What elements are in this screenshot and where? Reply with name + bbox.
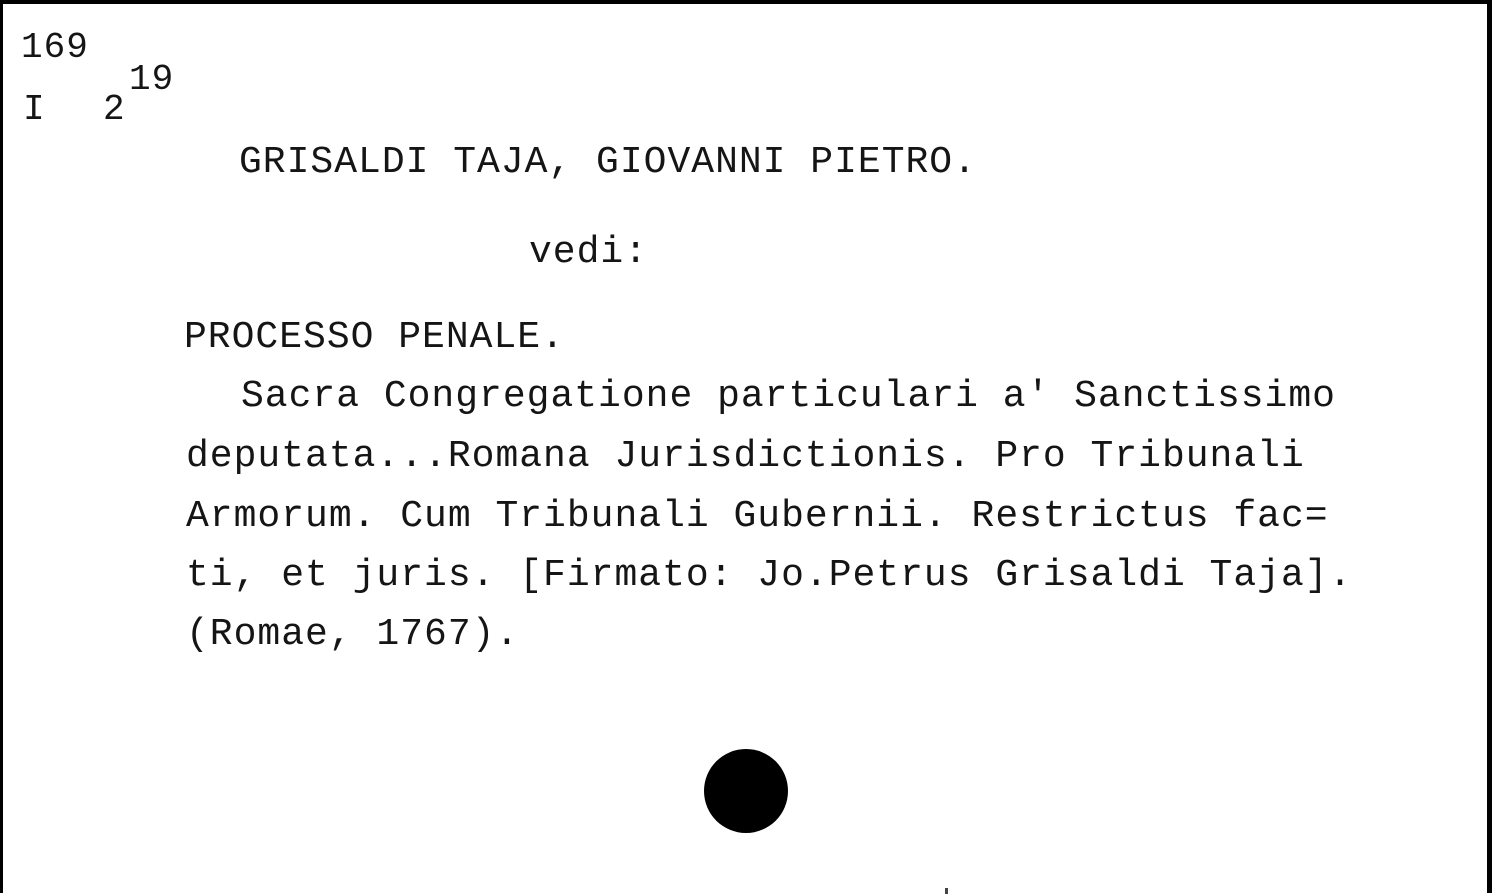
entry-line-5: (Romae, 1767).: [186, 613, 520, 656]
entry-title: PROCESSO PENALE.: [184, 316, 565, 359]
heading-name: GRISALDI TAJA, GIOVANNI PIETRO.: [239, 141, 977, 184]
see-reference: vedi:: [529, 231, 649, 274]
entry-line-1: Sacra Congregatione particulari a' Sanctissimo: [241, 375, 1336, 418]
call-number-superscript: 19: [129, 59, 175, 100]
call-number-base: 2: [103, 89, 126, 130]
call-number-prefix: I: [23, 89, 46, 130]
entry-line-2: deputata...Romana Jurisdictionis. Pro Tribunali: [186, 435, 1305, 478]
entry-line-4: ti, et juris. [Firmato: Jo.Petrus Grisaldi Taja].: [186, 554, 1353, 597]
card-mark: [945, 888, 948, 894]
punch-hole: [704, 749, 788, 833]
entry-line-3: Armorum. Cum Tribunali Gubernii. Restrictus fac=: [186, 495, 1329, 538]
call-number-line-1: 169: [21, 27, 89, 68]
